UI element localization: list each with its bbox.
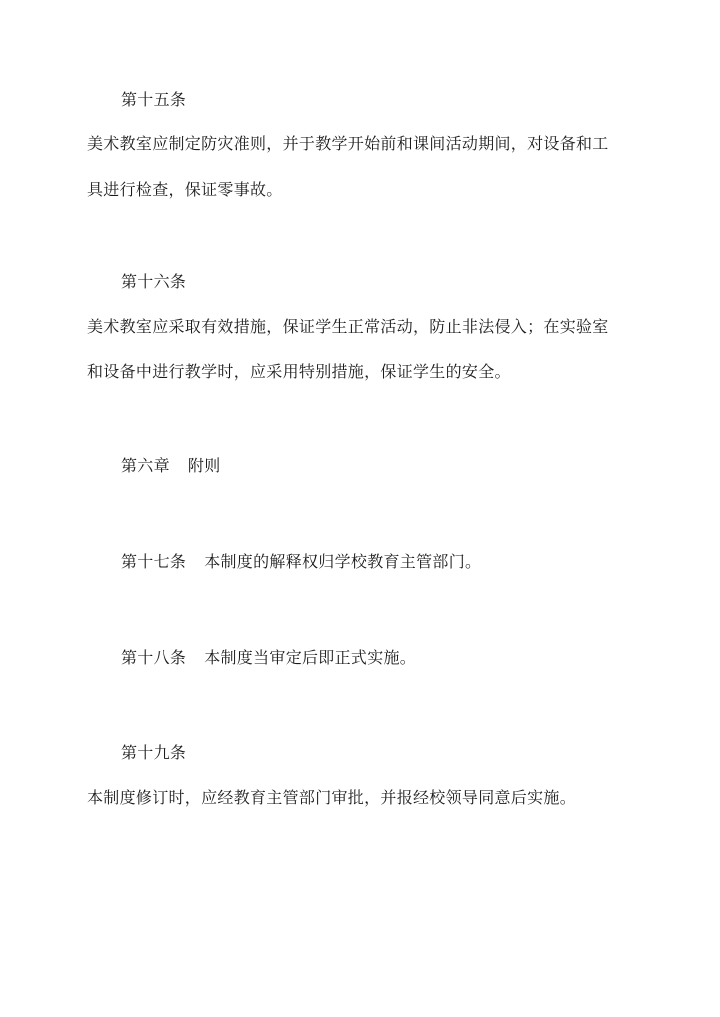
chapter-number: 第六章 xyxy=(121,456,170,475)
article-17-heading: 第十七条 xyxy=(121,552,187,571)
article-15-line-1: 美术教室应制定防灾准则，并于教学开始前和课间活动期间，对设备和工 xyxy=(87,134,609,153)
article-18-heading: 第十八条 xyxy=(121,648,187,667)
chapter-6-heading xyxy=(121,456,221,476)
article-18-text: 本制度当审定后即正式实施。 xyxy=(204,648,417,667)
article-18 xyxy=(121,648,416,668)
article-17-text: 本制度的解释权归学校教育主管部门。 xyxy=(204,552,482,571)
article-16-line-2: 和设备中进行教学时，应采用特别措施，保证学生的安全。 xyxy=(87,362,511,381)
article-17 xyxy=(121,552,481,572)
chapter-title: 附则 xyxy=(187,456,221,475)
article-19-heading: 第十九条 xyxy=(121,743,187,762)
article-16-line-1: 美术教室应采取有效措施，保证学生正常活动，防止非法侵入；在实验室 xyxy=(87,317,609,336)
article-15-heading: 第十五条 xyxy=(121,90,187,109)
article-19-line-1: 本制度修订时，应经教育主管部门审批，并报经校领导同意后实施。 xyxy=(87,788,577,807)
article-16-heading: 第十六条 xyxy=(121,272,187,291)
article-15-line-2: 具进行检查，保证零事故。 xyxy=(87,180,283,199)
